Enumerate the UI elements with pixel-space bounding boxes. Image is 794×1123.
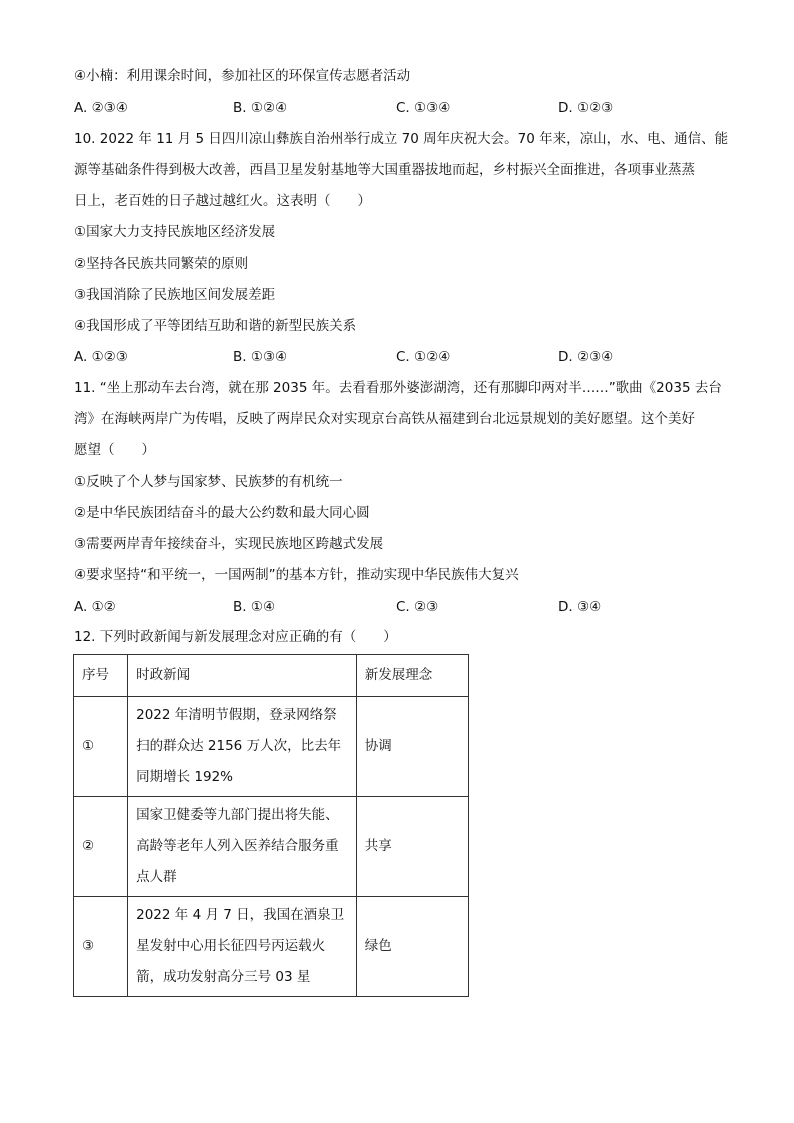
header-concept: 新发展理念 [356, 655, 468, 697]
q11-item-1: ①反映了个人梦与国家梦、民族梦的有机统一 [74, 474, 343, 490]
q11-option-a: A. ①② [74, 599, 116, 615]
row-no: ② [74, 797, 128, 897]
table-header-row [74, 655, 469, 697]
news-line: 扫的群众达 2156 万人次，比去年 [136, 738, 342, 754]
row-news [128, 797, 357, 897]
row-concept: 协调 [356, 697, 468, 797]
news-line: 箭，成功发射高分三号 03 星 [136, 969, 311, 985]
q10-stem-line-2: 源等基础条件得到极大改善，西昌卫星发射基地等大国重器拔地而起，乡村振兴全面推进，各项事业蒸蒸 [74, 162, 695, 178]
q11-stem-line-3: 愿望（ ） [74, 442, 155, 458]
table-row [74, 697, 469, 797]
q9-option-d: D. ①②③ [558, 100, 614, 116]
q10-stem-line-1: 10. 2022 年 11 月 5 日四川凉山彝族自治州举行成立 70 周年庆祝大会。70 年来，凉山，水、电、通信、能 [74, 131, 729, 147]
row-concept: 绿色 [356, 897, 468, 997]
q9-item-4: ④小楠：利用课余时间，参加社区的环保宣传志愿者活动 [74, 68, 411, 84]
q10-option-b: B. ①③④ [233, 349, 288, 365]
news-line: 国家卫健委等九部门提出将失能、 [136, 807, 339, 823]
news-concept-table [73, 654, 469, 997]
q10-item-4: ④我国形成了平等团结互助和谐的新型民族关系 [74, 318, 357, 334]
q10-stem-line-3: 日上，老百姓的日子越过越红火。这表明（ ） [74, 193, 371, 209]
header-no: 序号 [74, 655, 128, 697]
q10-option-d: D. ②③④ [558, 349, 614, 365]
news-line: 星发射中心用长征四号丙运载火 [136, 938, 326, 954]
table-row [74, 797, 469, 897]
q9-option-c: C. ①③④ [396, 100, 451, 116]
q9-option-a: A. ②③④ [74, 100, 128, 116]
q11-item-2: ②是中华民族团结奋斗的最大公约数和最大同心圆 [74, 505, 370, 521]
q10-item-1: ①国家大力支持民族地区经济发展 [74, 224, 276, 240]
news-line: 同期增长 192% [136, 769, 234, 785]
q11-option-d: D. ③④ [558, 599, 602, 615]
q11-option-c: C. ②③ [396, 599, 439, 615]
q11-item-4: ④要求坚持“和平统一，一国两制”的基本方针，推动实现中华民族伟大复兴 [74, 567, 519, 583]
news-line: 2022 年清明节假期，登录网络祭 [136, 707, 337, 723]
row-no: ① [74, 697, 128, 797]
q11-stem-line-1: 11. “坐上那动车去台湾，就在那 2035 年。去看看那外婆澎湖湾，还有那脚印两对半……”歌曲《2035 去台 [74, 380, 722, 396]
q11-item-3: ③需要两岸青年接续奋斗，实现民族地区跨越式发展 [74, 536, 384, 552]
q10-item-3: ③我国消除了民族地区间发展差距 [74, 287, 276, 303]
news-line: 点人群 [136, 869, 177, 885]
q9-option-b: B. ①②④ [233, 100, 288, 116]
q11-option-b: B. ①④ [233, 599, 276, 615]
q10-option-a: A. ①②③ [74, 349, 128, 365]
news-line: 2022 年 4 月 7 日，我国在酒泉卫 [136, 907, 345, 923]
row-concept: 共享 [356, 797, 468, 897]
table-row [74, 897, 469, 997]
row-news [128, 697, 357, 797]
q10-item-2: ②坚持各民族共同繁荣的原则 [74, 256, 249, 272]
q11-stem-line-2: 湾》在海峡两岸广为传唱，反映了两岸民众对实现京台高铁从福建到台北远景规划的美好愿望。这个美好 [74, 411, 695, 427]
row-news [128, 897, 357, 997]
news-line: 高龄等老年人列入医养结合服务重 [136, 838, 339, 854]
q10-option-c: C. ①②④ [396, 349, 451, 365]
row-no: ③ [74, 897, 128, 997]
header-news: 时政新闻 [128, 655, 357, 697]
q12-stem: 12. 下列时政新闻与新发展理念对应正确的有（ ） [74, 629, 397, 645]
